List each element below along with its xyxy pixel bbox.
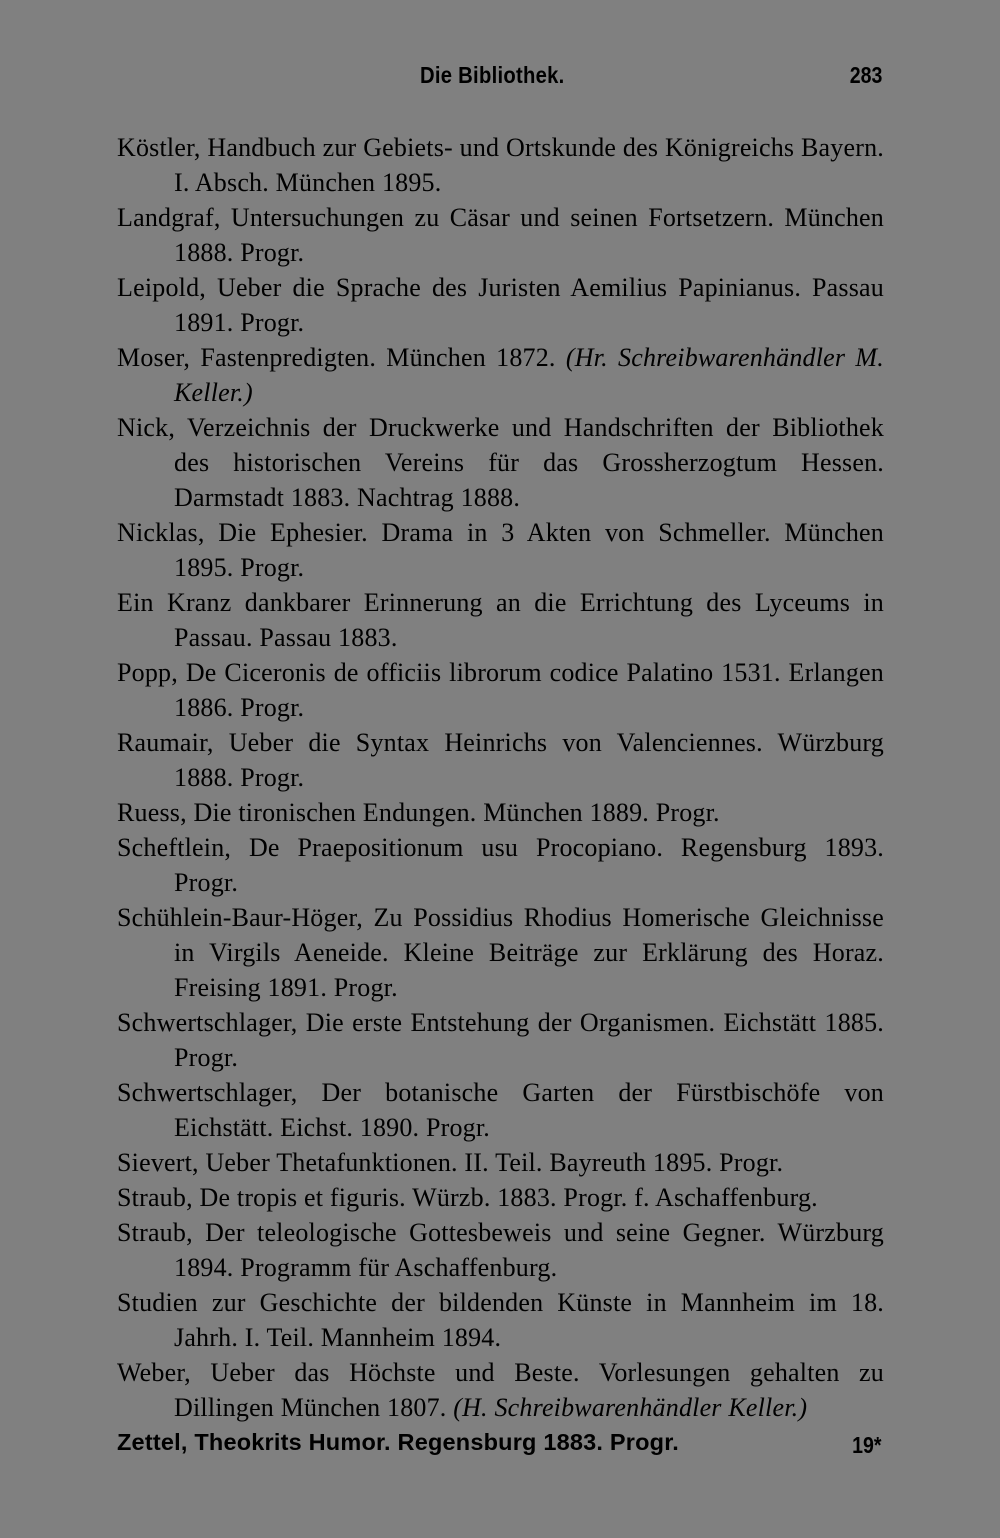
- bibliography-entry: [117, 1005, 884, 1075]
- entry-text: Landgraf, Untersuchungen zu Cäsar und seinen Fortsetzern. München 1888. Progr.: [117, 203, 884, 267]
- bibliography-list: [117, 130, 884, 1460]
- donor-note: (Hr. Schreibwarenhändler M. Keller.): [174, 343, 884, 407]
- entry-text: Ruess, Die tironischen Endungen. München 1889. Progr.: [117, 798, 720, 827]
- entry-text: Nicklas, Die Ephesier. Drama in 3 Akten von Schmeller. München 1895. Progr.: [117, 518, 884, 582]
- entry-text: Straub, Der teleologische Gottesbeweis und seine Gegner. Würzburg 1894. Programm für Aschaffenburg.: [117, 1218, 884, 1282]
- entry-text: Ein Kranz dankbarer Erinnerung an die Errichtung des Lyceums in Passau. Passau 1883.: [117, 588, 884, 652]
- bibliography-entry: [117, 1180, 884, 1215]
- bibliography-entry: [117, 830, 884, 900]
- bibliography-entry: [117, 1215, 884, 1285]
- entry-text: Nick, Verzeichnis der Druckwerke und Handschriften der Bibliothek des historischen Vereins für das Grossherzogtum Hessen. Darmstadt 1883. Nachtrag 1888.: [117, 413, 884, 512]
- page-number: 283: [849, 62, 882, 88]
- entry-text: Köstler, Handbuch zur Gebiets- und Ortskunde des Königreichs Bayern. I. Absch. München 1895.: [117, 133, 884, 197]
- signature-mark: 19*: [852, 1432, 882, 1458]
- bibliography-entry: [117, 795, 884, 830]
- bibliography-entry: [117, 900, 884, 1005]
- bibliography-entry: [117, 725, 884, 795]
- entry-text: Straub, De tropis et figuris. Würzb. 1883. Progr. f. Aschaffenburg.: [117, 1183, 818, 1212]
- bibliography-entry: [117, 515, 884, 585]
- running-title: Die Bibliothek.: [420, 62, 565, 88]
- entry-text: Scheftlein, De Praepositionum usu Procopiano. Regensburg 1893. Progr.: [117, 833, 884, 897]
- entry-text: Popp, De Ciceronis de officiis librorum codice Palatino 1531. Erlangen 1886. Progr.: [117, 658, 884, 722]
- bibliography-entry: [117, 655, 884, 725]
- bibliography-entry: [117, 1425, 884, 1460]
- entry-text: Leipold, Ueber die Sprache des Juristen Aemilius Papinianus. Passau 1891. Progr.: [117, 273, 884, 337]
- entry-text: Moser, Fastenpredigten. München 1872.: [117, 343, 566, 372]
- donor-note: (H. Schreibwarenhändler Keller.): [453, 1393, 808, 1422]
- entry-text: Schühlein-Baur-Höger, Zu Possidius Rhodius Homerische Gleichnisse in Virgils Aeneide. Kleine Beiträge zur Erklärung des Horaz. Freising 1891. Progr.: [117, 903, 884, 1002]
- entry-text: Studien zur Geschichte der bildenden Künste in Mannheim im 18. Jahrh. I. Teil. Mannheim 1894.: [117, 1288, 884, 1352]
- entry-text: Schwertschlager, Die erste Entstehung der Organismen. Eichstätt 1885. Progr.: [117, 1008, 884, 1072]
- bibliography-entry: [117, 130, 884, 200]
- bibliography-entry: [117, 200, 884, 270]
- bibliography-entry: [117, 1075, 884, 1145]
- entry-text: Weber, Ueber das Höchste und Beste. Vorlesungen gehalten zu Dillingen München 1807.: [117, 1358, 884, 1422]
- bibliography-entry: [117, 1355, 884, 1425]
- bibliography-entry: [117, 270, 884, 340]
- entry-text: Raumair, Ueber die Syntax Heinrichs von Valenciennes. Würzburg 1888. Progr.: [117, 728, 884, 792]
- entry-text: Schwertschlager, Der botanische Garten der Fürstbischöfe von Eichstätt. Eichst. 1890. Progr.: [117, 1078, 884, 1142]
- bibliography-entry: [117, 1285, 884, 1355]
- bibliography-entry: [117, 410, 884, 515]
- bibliography-entry: [117, 585, 884, 655]
- bibliography-entry: [117, 1145, 884, 1180]
- entry-text: Sievert, Ueber Thetafunktionen. II. Teil. Bayreuth 1895. Progr.: [117, 1148, 784, 1177]
- bibliography-entry: [117, 340, 884, 410]
- entry-text: Zettel, Theokrits Humor. Regensburg 1883. Progr.: [117, 1429, 679, 1455]
